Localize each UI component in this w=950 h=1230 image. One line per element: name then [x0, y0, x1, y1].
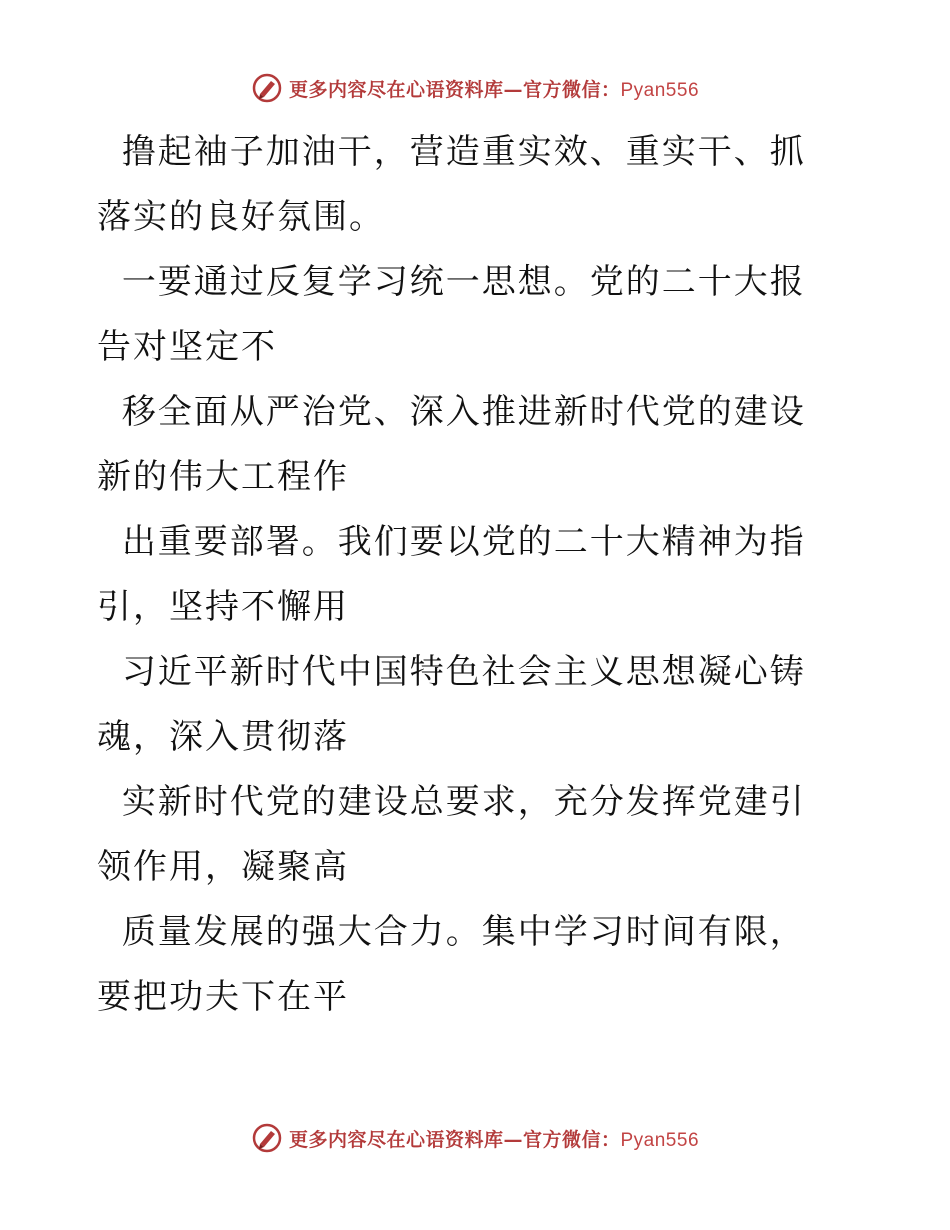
paragraph: 撸起袖子加油干，营造重实效、重实干、抓落实的良好氛围。 [97, 132, 806, 237]
paragraph: 移全面从严治党、深入推进新时代党的建设新的伟大工程作 [97, 392, 806, 497]
banner-text [289, 1125, 699, 1152]
document-body [97, 120, 837, 1030]
pen-logo-icon [251, 72, 283, 104]
paragraph: 实新时代党的建设总要求，充分发挥党建引领作用，凝聚高 [97, 782, 806, 887]
banner-wechat-id: Pyan556 [620, 1129, 700, 1151]
paragraph: 质量发展的强大合力。集中学习时间有限，要把功夫下在平 [97, 912, 806, 1017]
paragraph: 出重要部署。我们要以党的二十大精神为指引，坚持不懈用 [97, 522, 806, 627]
banner-wechat-id: Pyan556 [620, 79, 700, 101]
banner-text [289, 75, 699, 102]
paragraph: 一要通过反复学习统一思想。党的二十大报告对坚定不 [97, 262, 806, 367]
paragraph: 习近平新时代中国特色社会主义思想凝心铸魂，深入贯彻落 [97, 652, 806, 757]
pen-logo-icon [251, 1122, 283, 1154]
header-banner [0, 72, 950, 104]
banner-site-text: 更多内容尽在心语资料库—官方微信： [288, 1128, 621, 1151]
banner-site-text: 更多内容尽在心语资料库—官方微信： [288, 78, 621, 101]
footer-banner [0, 1122, 950, 1154]
